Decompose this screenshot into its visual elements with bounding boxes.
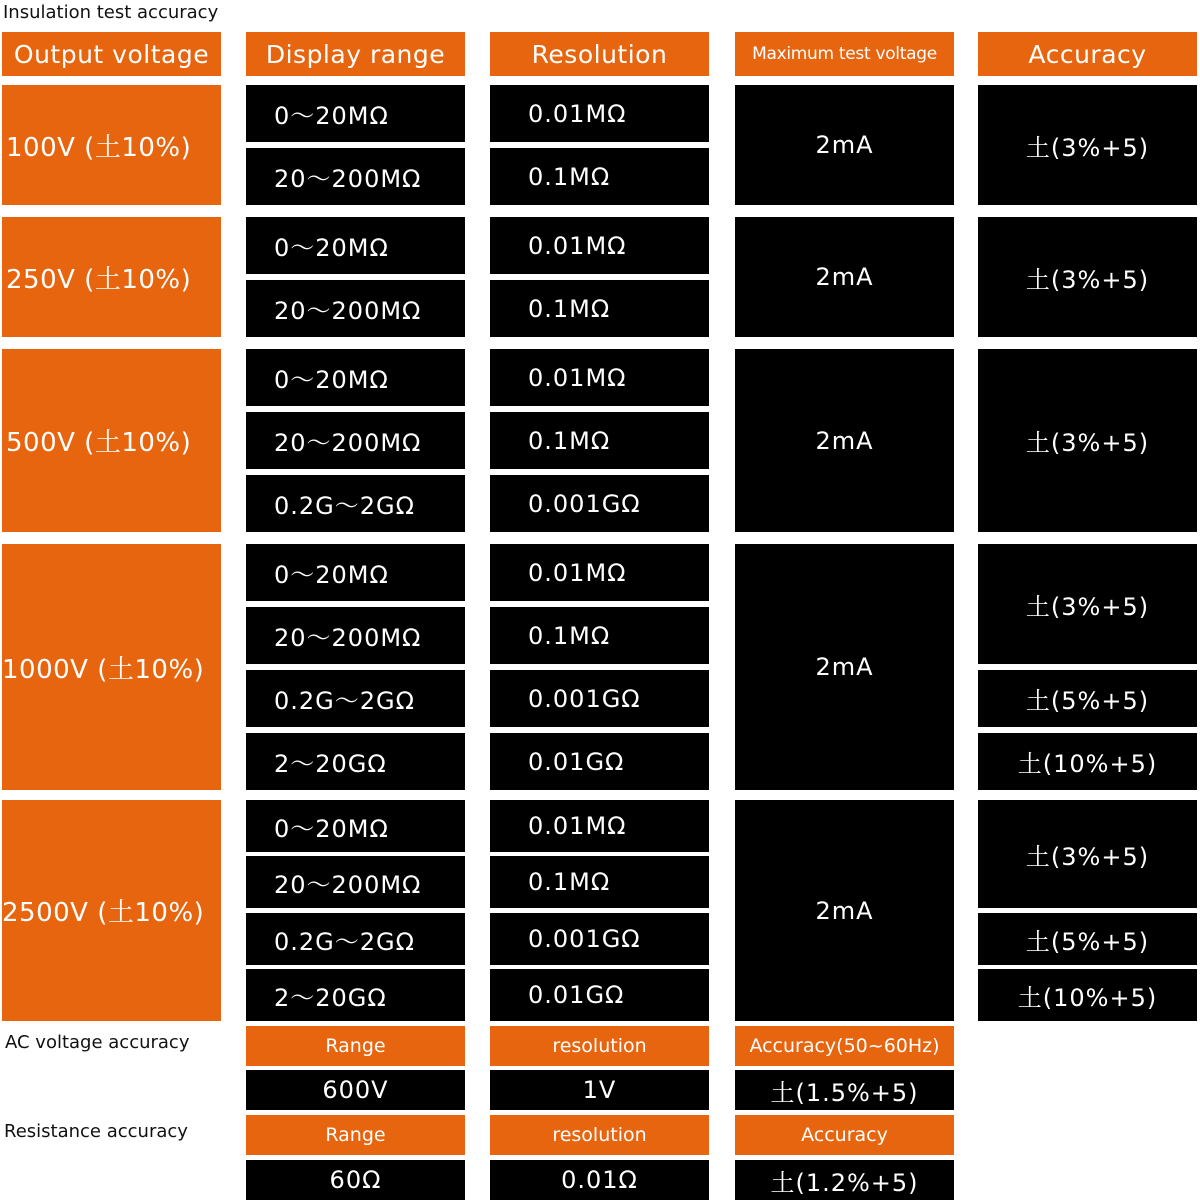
accuracy-cell: 土(3%+5)	[978, 217, 1197, 337]
resolution-cell: 0.01MΩ	[490, 217, 709, 274]
header-accuracy: Accuracy	[978, 32, 1197, 76]
range-cell: 0.2G～2GΩ	[246, 913, 465, 965]
range-cell: 0.2G～2GΩ	[246, 670, 465, 727]
resolution-cell: 0.1MΩ	[490, 856, 709, 908]
current-cell: 2mA	[735, 800, 954, 1021]
current-cell: 2mA	[735, 544, 954, 790]
resolution-cell: 0.01GΩ	[490, 969, 709, 1021]
accuracy-cell: 土(3%+5)	[978, 800, 1197, 908]
range-cell: 0.2G～2GΩ	[246, 475, 465, 532]
accuracy-cell: 土(3%+5)	[978, 85, 1197, 205]
page-title: Insulation test accuracy	[3, 2, 219, 23]
range-cell: 20～200MΩ	[246, 280, 465, 337]
accuracy-cell: 土(5%+5)	[978, 670, 1197, 727]
ac-value-resolution: 1V	[490, 1070, 709, 1110]
resolution-cell: 0.01MΩ	[490, 85, 709, 142]
resolution-cell: 0.001GΩ	[490, 475, 709, 532]
range-cell: 0～20MΩ	[246, 800, 465, 852]
ac-voltage-label: AC voltage accuracy	[5, 1032, 190, 1053]
resolution-cell: 0.01MΩ	[490, 544, 709, 601]
range-cell: 0～20MΩ	[246, 544, 465, 601]
ac-header-accuracy: Accuracy(50~60Hz)	[735, 1026, 954, 1066]
range-cell: 20～200MΩ	[246, 148, 465, 205]
accuracy-cell: 土(3%+5)	[978, 349, 1197, 532]
res-header-resolution: resolution	[490, 1115, 709, 1155]
res-value-resolution: 0.01Ω	[490, 1160, 709, 1200]
current-cell: 2mA	[735, 217, 954, 337]
current-cell: 2mA	[735, 349, 954, 532]
res-value-accuracy: 土(1.2%+5)	[735, 1160, 954, 1200]
range-cell: 20～200MΩ	[246, 412, 465, 469]
range-cell: 2～20GΩ	[246, 733, 465, 790]
range-cell: 20～200MΩ	[246, 856, 465, 908]
range-cell: 0～20MΩ	[246, 85, 465, 142]
accuracy-cell: 土(10%+5)	[978, 969, 1197, 1021]
header-resolution: Resolution	[490, 32, 709, 76]
header-display-range: Display range	[246, 32, 465, 76]
resolution-cell: 0.1MΩ	[490, 412, 709, 469]
resolution-cell: 0.001GΩ	[490, 670, 709, 727]
accuracy-cell: 土(10%+5)	[978, 733, 1197, 790]
resolution-cell: 0.01MΩ	[490, 349, 709, 406]
resolution-cell: 0.1MΩ	[490, 607, 709, 664]
current-cell: 2mA	[735, 85, 954, 205]
resolution-cell: 0.01GΩ	[490, 733, 709, 790]
voltage-cell-250v: 250V (土10%)	[2, 217, 221, 337]
range-cell: 2～20GΩ	[246, 969, 465, 1021]
ac-value-accuracy: 土(1.5%+5)	[735, 1070, 954, 1110]
voltage-cell-100v: 100V (土10%)	[2, 85, 221, 205]
header-max-test-current: Maximum test voltage	[735, 32, 954, 76]
res-value-range: 60Ω	[246, 1160, 465, 1200]
range-cell: 0～20MΩ	[246, 217, 465, 274]
range-cell: 20～200MΩ	[246, 607, 465, 664]
header-output-voltage: Output voltage	[2, 32, 221, 76]
range-cell: 0～20MΩ	[246, 349, 465, 406]
ac-header-range: Range	[246, 1026, 465, 1066]
voltage-cell-2500v: 2500V (土10%)	[2, 800, 221, 1021]
resolution-cell: 0.1MΩ	[490, 148, 709, 205]
voltage-cell-500v: 500V (土10%)	[2, 349, 221, 532]
resolution-cell: 0.1MΩ	[490, 280, 709, 337]
resolution-cell: 0.01MΩ	[490, 800, 709, 852]
voltage-cell-1000v: 1000V (土10%)	[2, 544, 221, 790]
resistance-label: Resistance accuracy	[4, 1121, 188, 1142]
resolution-cell: 0.001GΩ	[490, 913, 709, 965]
ac-value-range: 600V	[246, 1070, 465, 1110]
ac-header-resolution: resolution	[490, 1026, 709, 1066]
res-header-range: Range	[246, 1115, 465, 1155]
accuracy-cell: 土(5%+5)	[978, 913, 1197, 965]
accuracy-cell: 土(3%+5)	[978, 544, 1197, 664]
res-header-accuracy: Accuracy	[735, 1115, 954, 1155]
